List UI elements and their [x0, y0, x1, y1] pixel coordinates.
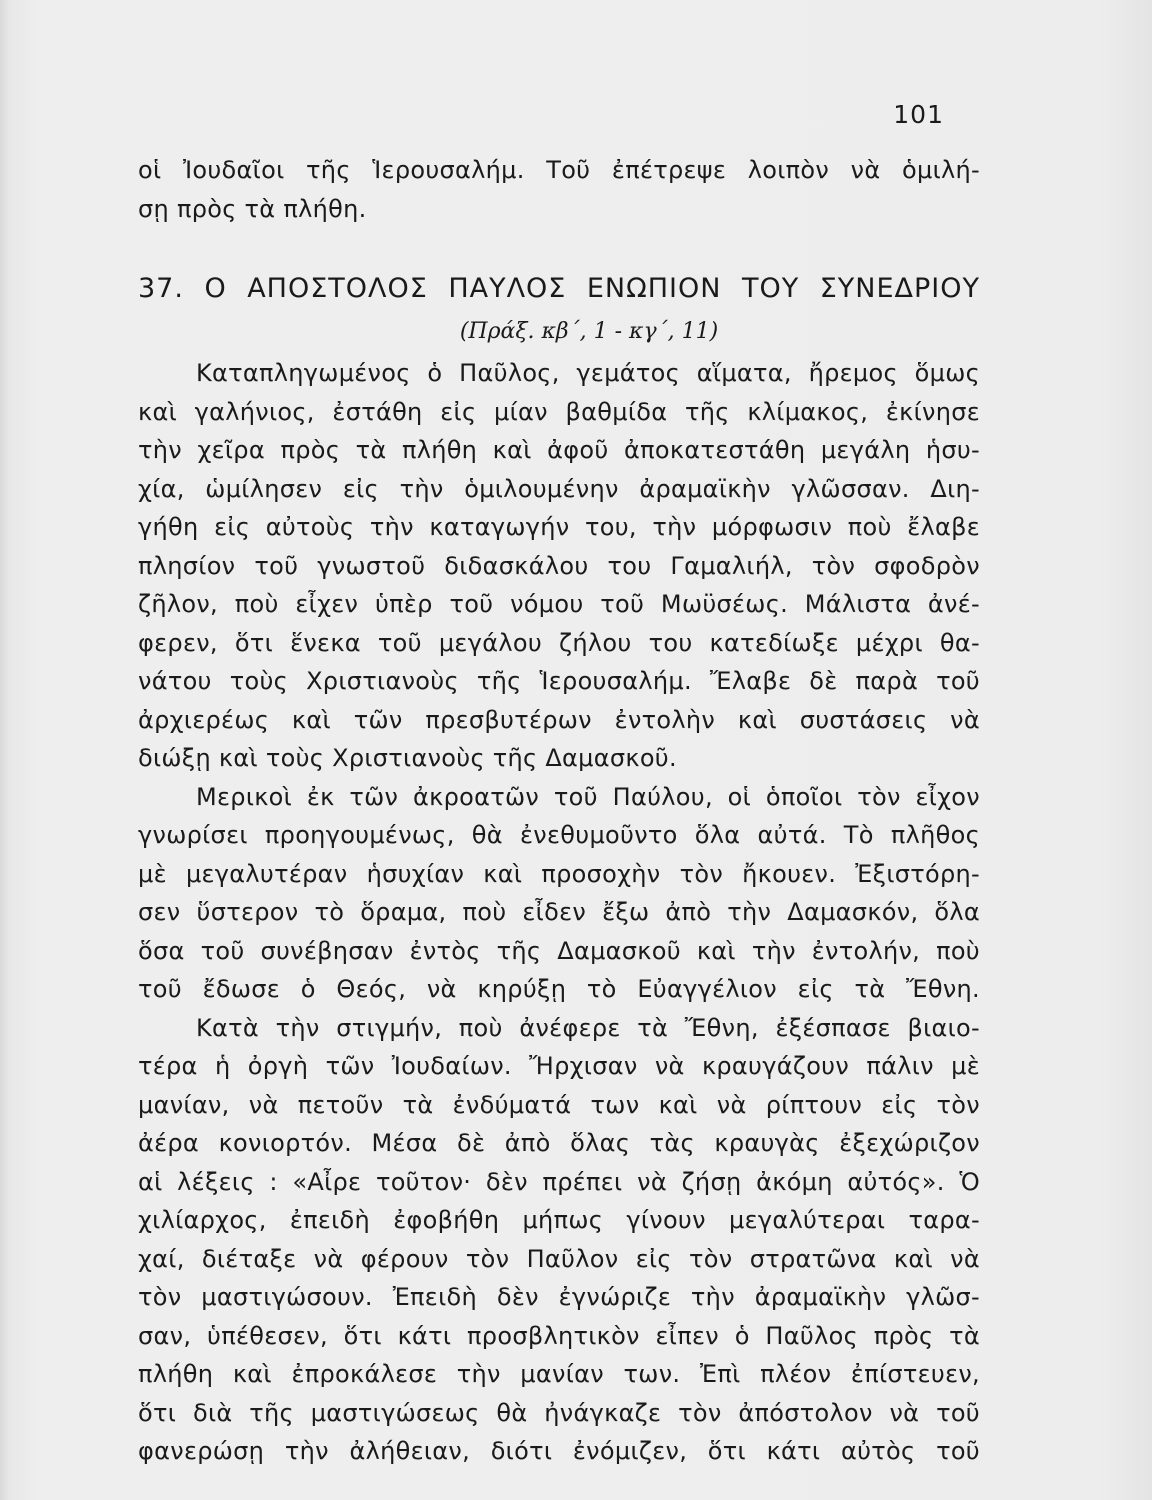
- text-line: διώξῃ καὶ τοὺς Χριστιανοὺς τῆς Δαμασκοῦ.: [138, 744, 677, 772]
- text-line: πλησίον τοῦ γνωστοῦ διδασκάλου του Γαμαλιήλ, τὸν σφοδρὸν: [138, 551, 980, 580]
- text-line: πλήθη καὶ ἐπροκάλεσε τὴν μανίαν των. Ἐπὶ πλέον ἐπίστευεν,: [138, 1360, 980, 1388]
- text-line: Καταπληγωμένος ὁ Παῦλος, γεμάτος αἵματα, ἤρεμος ὅμως: [196, 359, 980, 387]
- text-line: αἱ λέξεις : «Αἶρε τοῦτον· δὲν πρέπει νὰ ζήσῃ ἀκόμη αὐτός». Ὁ: [138, 1167, 980, 1196]
- text-line: φερεν, ὅτι ἕνεκα τοῦ μεγάλου ζήλου του κατεδίωξε μέχρι θα-: [138, 628, 980, 657]
- page-number: 101: [893, 100, 944, 129]
- text-line: ὅτι διὰ τῆς μαστιγώσεως θὰ ἠνάγκαζε τὸν ἀπόστολον νὰ τοῦ: [138, 1398, 980, 1427]
- text-line: ζῆλον, ποὺ εἶχεν ὑπὲρ τοῦ νόμου τοῦ Μωϋσέως. Μάλιστα ἀνέ-: [138, 590, 980, 618]
- text-line: τέρα ἡ ὀργὴ τῶν Ἰουδαίων. Ἤρχισαν νὰ κραυγάζουν πάλιν μὲ: [138, 1052, 980, 1080]
- text-line: ὅσα τοῦ συνέβησαν ἐντὸς τῆς Δαμασκοῦ καὶ τὴν ἐντολήν, ποὺ: [138, 936, 980, 965]
- text-line: Μερικοὶ ἐκ τῶν ἀκροατῶν τοῦ Παύλου, οἱ ὁποῖοι τὸν εἶχον: [196, 782, 980, 811]
- text-line: χαί, διέταξε νὰ φέρουν τὸν Παῦλον εἰς τὸν στρατῶνα καὶ νὰ: [138, 1244, 980, 1273]
- text-line: χιλίαρχος, ἐπειδὴ ἐφοβήθη μήπως γίνουν μεγαλύτεραι ταρα-: [138, 1206, 980, 1234]
- chapter-title: 37. Ο ΑΠΟΣΤΟΛΟΣ ΠΑΥΛΟΣ ΕΝΩΠΙΟΝ ΤΟΥ ΣΥΝΕΔΡΙΟΥ: [138, 273, 980, 304]
- text-line: σεν ὕστερον τὸ ὅραμα, ποὺ εἶδεν ἔξω ἀπὸ τὴν Δαμασκόν, ὅλα: [138, 898, 980, 926]
- text-line: σῃ πρὸς τὰ πλήθη.: [138, 194, 367, 223]
- paragraph-2: [138, 778, 980, 1009]
- text-line: μὲ μεγαλυτέραν ἡσυχίαν καὶ προσοχὴν τὸν ἤκουεν. Ἐξιστόρη-: [138, 859, 980, 888]
- text-line: τὸν μαστιγώσουν. Ἐπειδὴ δὲν ἐγνώριζε τὴν ἀραμαϊκὴν γλῶσ-: [138, 1283, 980, 1311]
- text-line: γήθη εἰς αὐτοὺς τὴν καταγωγήν του, τὴν μόρφωσιν ποὺ ἔλαβε: [138, 513, 980, 541]
- text-line: χία, ὡμίλησεν εἰς τὴν ὁμιλουμένην ἀραμαϊκὴν γλῶσσαν. Διη-: [138, 474, 980, 503]
- text-line: φανερώσῃ τὴν ἀλήθειαν, διότι ἐνόμιζεν, ὅτι κάτι αὐτὸς τοῦ: [138, 1437, 980, 1465]
- text-block: [138, 151, 980, 1471]
- paragraph-3: [138, 1009, 980, 1471]
- text-line: γνωρίσει προηγουμένως, θὰ ἐνεθυμοῦντο ὅλα αὐτά. Τὸ πλῆθος: [138, 821, 980, 849]
- text-line: καὶ γαλήνιος, ἐστάθη εἰς μίαν βαθμίδα τῆς κλίμακος, ἐκίνησε: [138, 397, 980, 426]
- text-line: ἀρχιερέως καὶ τῶν πρεσβυτέρων ἐντολὴν καὶ συστάσεις νὰ: [138, 705, 980, 734]
- scripture-reference: (Πράξ. κβ΄, 1 - κγ΄, 11): [459, 319, 719, 344]
- text-line: οἱ Ἰουδαῖοι τῆς Ἱερουσαλήμ. Τοῦ ἐπέτρεψε λοιπὸν νὰ ὁμιλή-: [138, 156, 980, 184]
- text-line: Κατὰ τὴν στιγμήν, ποὺ ἀνέφερε τὰ Ἔθνη, ἐξέσπασε βιαιο-: [196, 1013, 980, 1042]
- text-line: μανίαν, νὰ πετοῦν τὰ ἐνδύματά των καὶ νὰ ρίπτουν εἰς τὸν: [138, 1090, 980, 1119]
- text-line: ἀέρα κονιορτόν. Μέσα δὲ ἀπὸ ὅλας τὰς κραυγὰς ἐξεχώριζον: [138, 1129, 980, 1157]
- text-line: τὴν χεῖρα πρὸς τὰ πλήθη καὶ ἀφοῦ ἀποκατεστάθη μεγάλη ἡσυ-: [138, 436, 980, 464]
- text-line: τοῦ ἔδωσε ὁ Θεός, νὰ κηρύξῃ τὸ Εὐαγγέλιον εἰς τὰ Ἔθνη.: [138, 975, 980, 1003]
- text-line: σαν, ὑπέθεσεν, ὅτι κάτι προσβλητικὸν εἶπεν ὁ Παῦλος πρὸς τὰ: [138, 1321, 980, 1350]
- text-line: νάτου τοὺς Χριστιανοὺς τῆς Ἱερουσαλήμ. Ἔλαβε δὲ παρὰ τοῦ: [138, 667, 980, 695]
- paragraph-1: [138, 354, 980, 778]
- intro-paragraph: [138, 151, 980, 228]
